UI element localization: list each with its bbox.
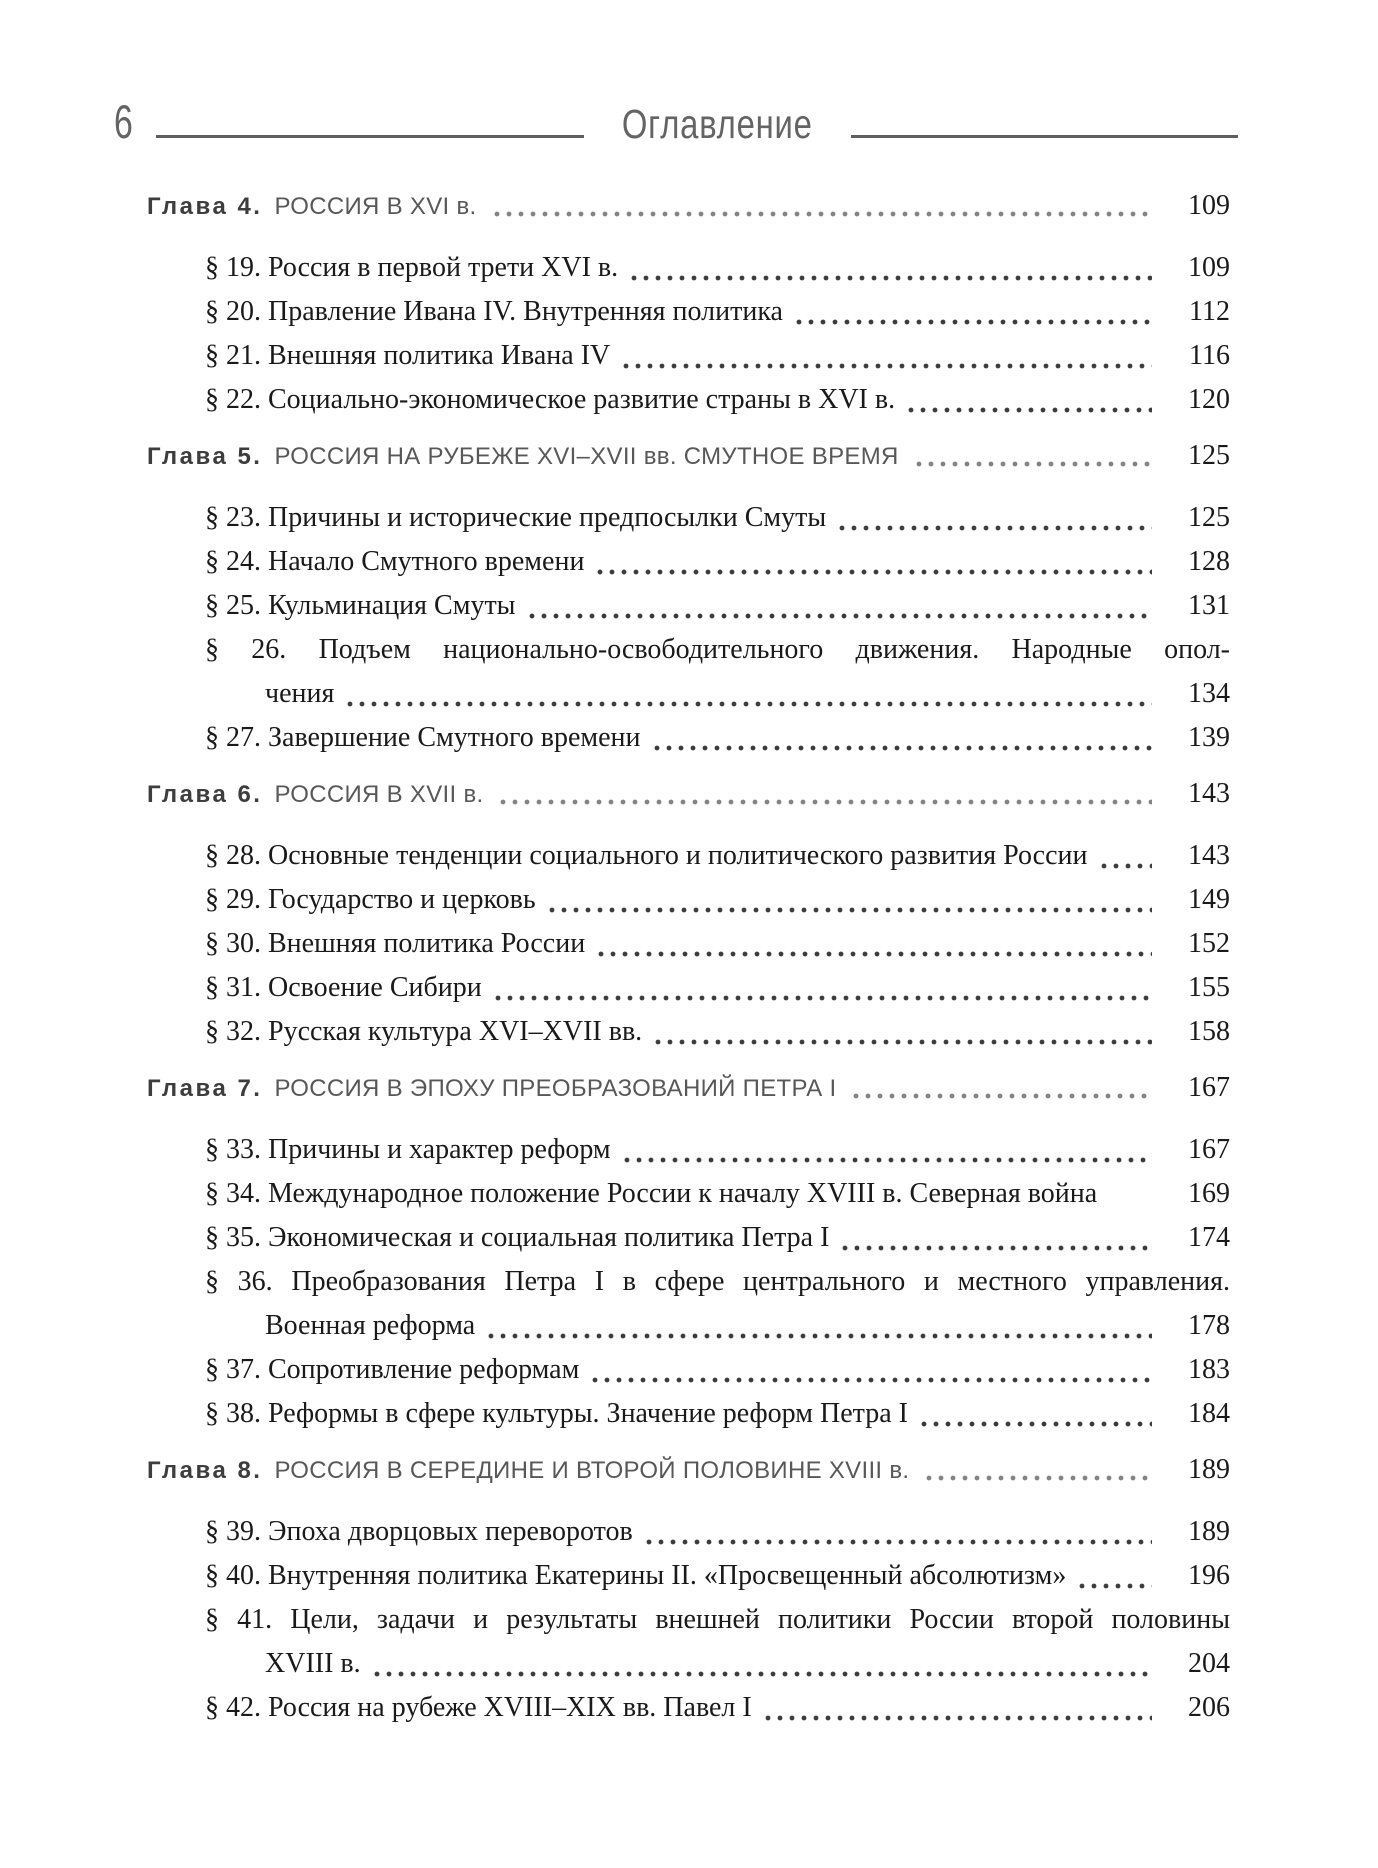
entry-row [205,1128,1230,1172]
entry-text [205,1392,908,1436]
entry-row [205,1172,1230,1216]
entry-title: Международное положение России к началу XVIII в. Северная война [268,1178,1098,1209]
chapter-page-number: 143 [1188,778,1230,809]
entry-page-number: 139 [1188,722,1230,753]
entry-page-number: 112 [1189,296,1230,327]
toc-entry [147,1216,1230,1260]
entry-title-continuation: чения [265,678,335,709]
entry-number: § 39. [205,1516,261,1547]
entry-number: § 35. [205,1222,261,1253]
entry-title: Сопротивление реформам [268,1354,580,1385]
entry-text [205,834,1088,878]
entry-row [205,1510,1230,1554]
entry-row [205,246,1230,290]
chapter-label: Глава 7. [147,1075,263,1102]
entry-page-number: 143 [1188,840,1230,871]
dot-leader [793,290,1152,334]
entry-row [205,290,1230,334]
entry-title: Завершение Смутного времени [268,722,641,753]
entry-title: Государство и церковь [268,884,536,915]
entry-title-continuation: XVIII в. [265,1648,361,1679]
entry-number: § 34. [205,1178,261,1209]
header-rule-right [851,135,1238,138]
entry-number: § 42. [205,1692,261,1723]
toc-entry [147,922,1230,966]
entry-title: Причины и исторические предпосылки Смуты [268,502,827,533]
entry-title: Преобразования Петра I в сфере центрального и местного управления. [291,1266,1231,1297]
entry-text [205,1172,1097,1216]
entry-title: Социально-экономическое развитие страны в XVI в. [268,384,896,415]
toc-entry [147,1128,1230,1172]
entry-text [205,878,536,922]
entry-number: § 22. [205,384,261,415]
toc-entry [147,1686,1230,1730]
entry-number: § 24. [205,546,261,577]
entry-page-number: 120 [1188,384,1230,415]
dot-leader [497,776,1152,813]
entry-number: § 27. [205,722,261,753]
toc-list [147,188,1230,1730]
entry-row [205,834,1230,878]
toc-entry [147,878,1230,922]
entry-text [205,584,516,628]
dot-leader [546,878,1152,922]
entry-text [205,290,783,334]
entry-row [205,334,1230,378]
entry-number: § 19. [205,252,261,283]
dot-leader [589,1348,1152,1392]
entry-text [205,1216,829,1260]
entry-title: Правление Ивана IV. Внутренняя политика [268,296,783,327]
entry-page-number: 167 [1188,1134,1230,1165]
dot-leader [918,1392,1152,1436]
dot-leader [1098,834,1153,878]
entry-row [205,1010,1230,1054]
entry-title: Подъем национально-освободительного движения. Народные опол- [318,634,1230,665]
dot-leader [620,334,1152,378]
entry-title: Эпоха дворцовых переворотов [268,1516,633,1547]
chapter-title: РОССИЯ В XVI в. [274,193,477,220]
entry-text [205,1686,752,1730]
entry-number: § 28. [205,840,261,871]
dot-leader [905,378,1152,422]
entry-page-number: 184 [1188,1398,1230,1429]
entry-title: Россия в первой трети XVI в. [268,252,619,283]
entry-title: Внешняя политика Ивана IV [268,340,611,371]
entry-title: Основные тенденции социального и политического развития России [268,840,1088,871]
toc-entry [147,246,1230,290]
toc-entry [147,628,1230,716]
entry-page-number: 183 [1188,1354,1230,1385]
chapter-title: РОССИЯ В XVII в. [274,781,484,808]
toc-entry [147,1598,1230,1686]
entry-number: § 36. [205,1266,273,1297]
dot-leader [621,1128,1152,1172]
entry-text [205,716,641,760]
toc-entry [147,1510,1230,1554]
entry-row [205,1260,1230,1304]
dot-leader [491,188,1153,225]
entry-number: § 38. [205,1398,261,1429]
entry-row [205,966,1230,1010]
entry-row [205,584,1230,628]
entry-text [205,966,482,1010]
entry-page-number: 206 [1188,1692,1230,1723]
toc-entry [147,716,1230,760]
chapter-page-number: 109 [1188,190,1230,221]
entry-title: Реформы в сфере культуры. Значение реформ Петра I [268,1398,908,1429]
entry-row-continuation [205,1304,1230,1348]
dot-leader [595,922,1152,966]
entry-title: Внутренняя политика Екатерины II. «Просвещенный абсолютизм» [268,1560,1067,1591]
entry-number: § 21. [205,340,261,371]
entry-page-number: 109 [1188,252,1230,283]
entry-title-continuation: Военная реформа [265,1310,476,1341]
entry-number: § 37. [205,1354,261,1385]
entry-text [205,1010,642,1054]
toc-entry [147,966,1230,1010]
folio-page-number: 6 [114,95,133,148]
entry-page-number: 196 [1188,1560,1230,1591]
entry-text [205,1128,611,1172]
dot-leader [628,246,1152,290]
chapter-page-number: 125 [1188,440,1230,471]
chapter-page-number: 189 [1188,1454,1230,1485]
entry-row [205,496,1230,540]
chapter-title: РОССИЯ В ЭПОХУ ПРЕОБРАЗОВАНИЙ ПЕТРА I [274,1075,837,1102]
dot-leader [594,540,1152,584]
entry-page-number: 155 [1188,972,1230,1003]
entry-page-number: 158 [1188,1016,1230,1047]
chapter-label: Глава 5. [147,443,263,470]
chapter-heading [147,438,1230,475]
entry-page-number: 152 [1188,928,1230,959]
chapter-title: РОССИЯ НА РУБЕЖЕ XVI–XVII вв. СМУТНОЕ ВРЕМЯ [274,443,899,470]
dot-leader [923,1452,1152,1489]
entry-number: § 23. [205,502,261,533]
entry-number: § 40. [205,1560,261,1591]
entry-number: § 41. [205,1604,273,1635]
chapter-heading [147,776,1230,813]
entry-text [205,1348,579,1392]
entry-title: Экономическая и социальная политика Петра I [268,1222,830,1253]
entry-page-number: 128 [1188,546,1230,577]
entry-page-number: 134 [1188,678,1230,709]
entry-row [205,1686,1230,1730]
dot-leader [836,496,1152,540]
dot-leader [526,584,1153,628]
entry-number: § 30. [205,928,261,959]
entry-text [205,246,618,290]
entry-row [205,1598,1230,1642]
entry-text [205,334,610,378]
toc-entry [147,1172,1230,1216]
entry-row-continuation [205,1642,1230,1686]
dot-leader [1076,1554,1152,1598]
dot-leader [643,1510,1152,1554]
toc-entry [147,584,1230,628]
entry-row [205,378,1230,422]
header-rule-left [156,135,584,138]
toc-entry [147,1348,1230,1392]
entry-row [205,716,1230,760]
entry-row-continuation [205,672,1230,716]
entry-page-number: 149 [1188,884,1230,915]
toc-entry [147,834,1230,878]
entry-page-number: 204 [1188,1648,1230,1679]
entry-text [205,1554,1066,1598]
entry-page-number: 116 [1189,340,1230,371]
dot-leader [492,966,1152,1010]
toc-entry [147,1392,1230,1436]
entry-page-number: 189 [1188,1516,1230,1547]
entry-row [205,878,1230,922]
contents-title: Оглавление [622,101,813,147]
entry-text [205,378,895,422]
chapter-heading [147,188,1230,225]
dot-leader [651,716,1153,760]
chapter-heading [147,1070,1230,1107]
entry-title: Причины и характер реформ [268,1134,611,1165]
chapter-label: Глава 8. [147,1457,263,1484]
entry-row [205,1348,1230,1392]
toc-entry [147,1010,1230,1054]
entry-row [205,922,1230,966]
toc-entry [147,1554,1230,1598]
entry-text [205,540,584,584]
dot-leader [1107,1172,1152,1216]
entry-number: § 29. [205,884,261,915]
dot-leader [344,672,1152,716]
entry-text [205,496,826,540]
toc-entry [147,496,1230,540]
entry-text [205,1510,633,1554]
dot-leader [652,1010,1152,1054]
entry-row [205,628,1230,672]
dot-leader [839,1216,1152,1260]
chapter-label: Глава 6. [147,781,263,808]
entry-page-number: 125 [1188,502,1230,533]
toc-entry [147,334,1230,378]
entry-page-number: 174 [1188,1222,1230,1253]
dot-leader [913,438,1152,475]
entry-number: § 33. [205,1134,261,1165]
toc-entry [147,290,1230,334]
entry-row [205,1392,1230,1436]
toc-entry [147,540,1230,584]
chapter-title: РОССИЯ В СЕРЕДИНЕ И ВТОРОЙ ПОЛОВИНЕ XVIII в. [274,1457,910,1484]
entry-title: Цели, задачи и результаты внешней политики России второй половины [290,1604,1231,1635]
entry-title: Освоение Сибири [268,972,482,1003]
entry-text [205,922,585,966]
chapter-heading [147,1452,1230,1489]
chapter-label: Глава 4. [147,193,263,220]
dot-leader [371,1642,1152,1686]
toc-entry [147,1260,1230,1348]
entry-number: § 31. [205,972,261,1003]
entry-row [205,1554,1230,1598]
entry-title: Русская культура XVI–XVII вв. [268,1016,643,1047]
page-header [114,96,1238,148]
entry-page-number: 169 [1188,1178,1230,1209]
entry-number: § 26. [205,634,287,665]
entry-title: Внешняя политика России [268,928,586,959]
dot-leader [762,1686,1152,1730]
entry-number: § 20. [205,296,261,327]
entry-row [205,1216,1230,1260]
entry-title: Кульминация Смуты [268,590,516,621]
entry-row [205,540,1230,584]
entry-title: Начало Смутного времени [268,546,585,577]
entry-page-number: 178 [1188,1310,1230,1341]
dot-leader [850,1070,1152,1107]
chapter-page-number: 167 [1188,1072,1230,1103]
entry-page-number: 131 [1188,590,1230,621]
entry-number: § 32. [205,1016,261,1047]
dot-leader [485,1304,1152,1348]
entry-title: Россия на рубеже XVIII–XIX вв. Павел I [268,1692,752,1723]
toc-entry [147,378,1230,422]
entry-number: § 25. [205,590,261,621]
